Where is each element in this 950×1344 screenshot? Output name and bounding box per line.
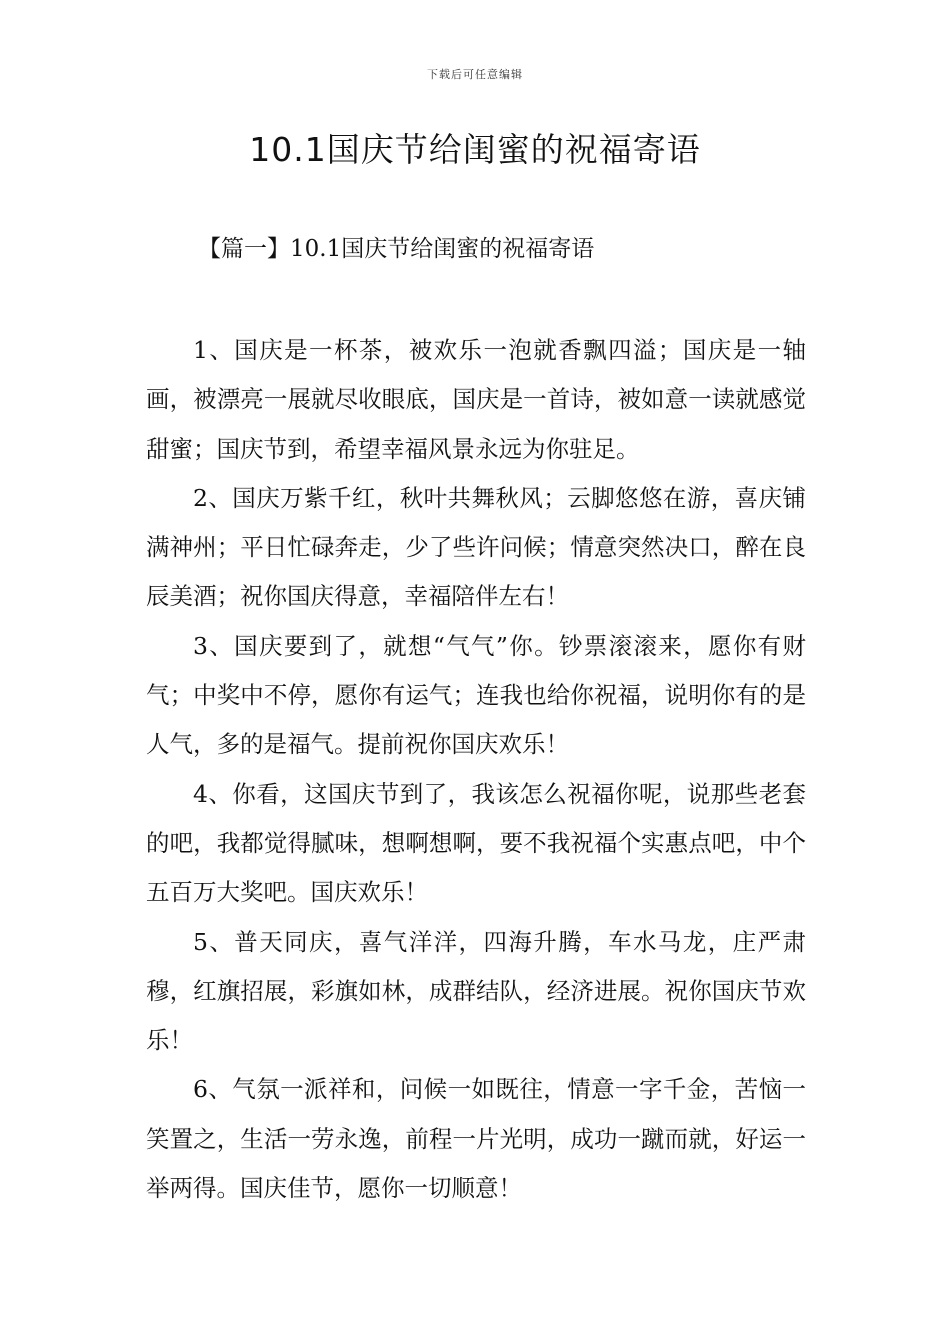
paragraph-5: 5、普天同庆，喜气洋洋，四海升腾，车水马龙，庄严肃穆，红旗招展，彩旗如林，成群结队，经济进展。祝你国庆节欢乐！ (146, 927, 806, 1055)
document-title: 10.1国庆节给闺蜜的祝福寄语 (249, 130, 701, 169)
paragraph-4: 4、你看，这国庆节到了，我该怎么祝福你呢，说那些老套的吧，我都觉得腻味，想啊想啊，要不我祝福个实惠点吧，中个五百万大奖吧。国庆欢乐！ (146, 779, 806, 907)
document-body (146, 326, 806, 1213)
paragraph-1: 1、国庆是一杯茶，被欢乐一泡就香飘四溢；国庆是一轴画，被漂亮一展就尽收眼底，国庆是一首诗，被如意一读就感觉甜蜜；国庆节到，希望幸福风景永远为你驻足。 (146, 336, 806, 463)
paragraph-2: 2、国庆万紫千红，秋叶共舞秋风；云脚悠悠在游，喜庆铺满神州；平日忙碌奔走，少了些许问候；情意突然决口，醉在良辰美酒；祝你国庆得意，幸福陪伴左右！ (146, 483, 806, 611)
section-heading: 【篇一】10.1国庆节给闺蜜的祝福寄语 (198, 236, 595, 262)
page-header-note: 下载后可任意编辑 (427, 68, 523, 81)
paragraph-6: 6、气氛一派祥和，问候一如既往，情意一字千金，苦恼一笑置之，生活一劳永逸，前程一片光明，成功一蹴而就，好运一举两得。国庆佳节，愿你一切顺意！ (146, 1075, 806, 1203)
paragraph-3: 3、国庆要到了，就想“气气”你。钞票滚滚来，愿你有财气；中奖中不停，愿你有运气；连我也给你祝福，说明你有的是人气，多的是福气。提前祝你国庆欢乐！ (146, 631, 806, 759)
